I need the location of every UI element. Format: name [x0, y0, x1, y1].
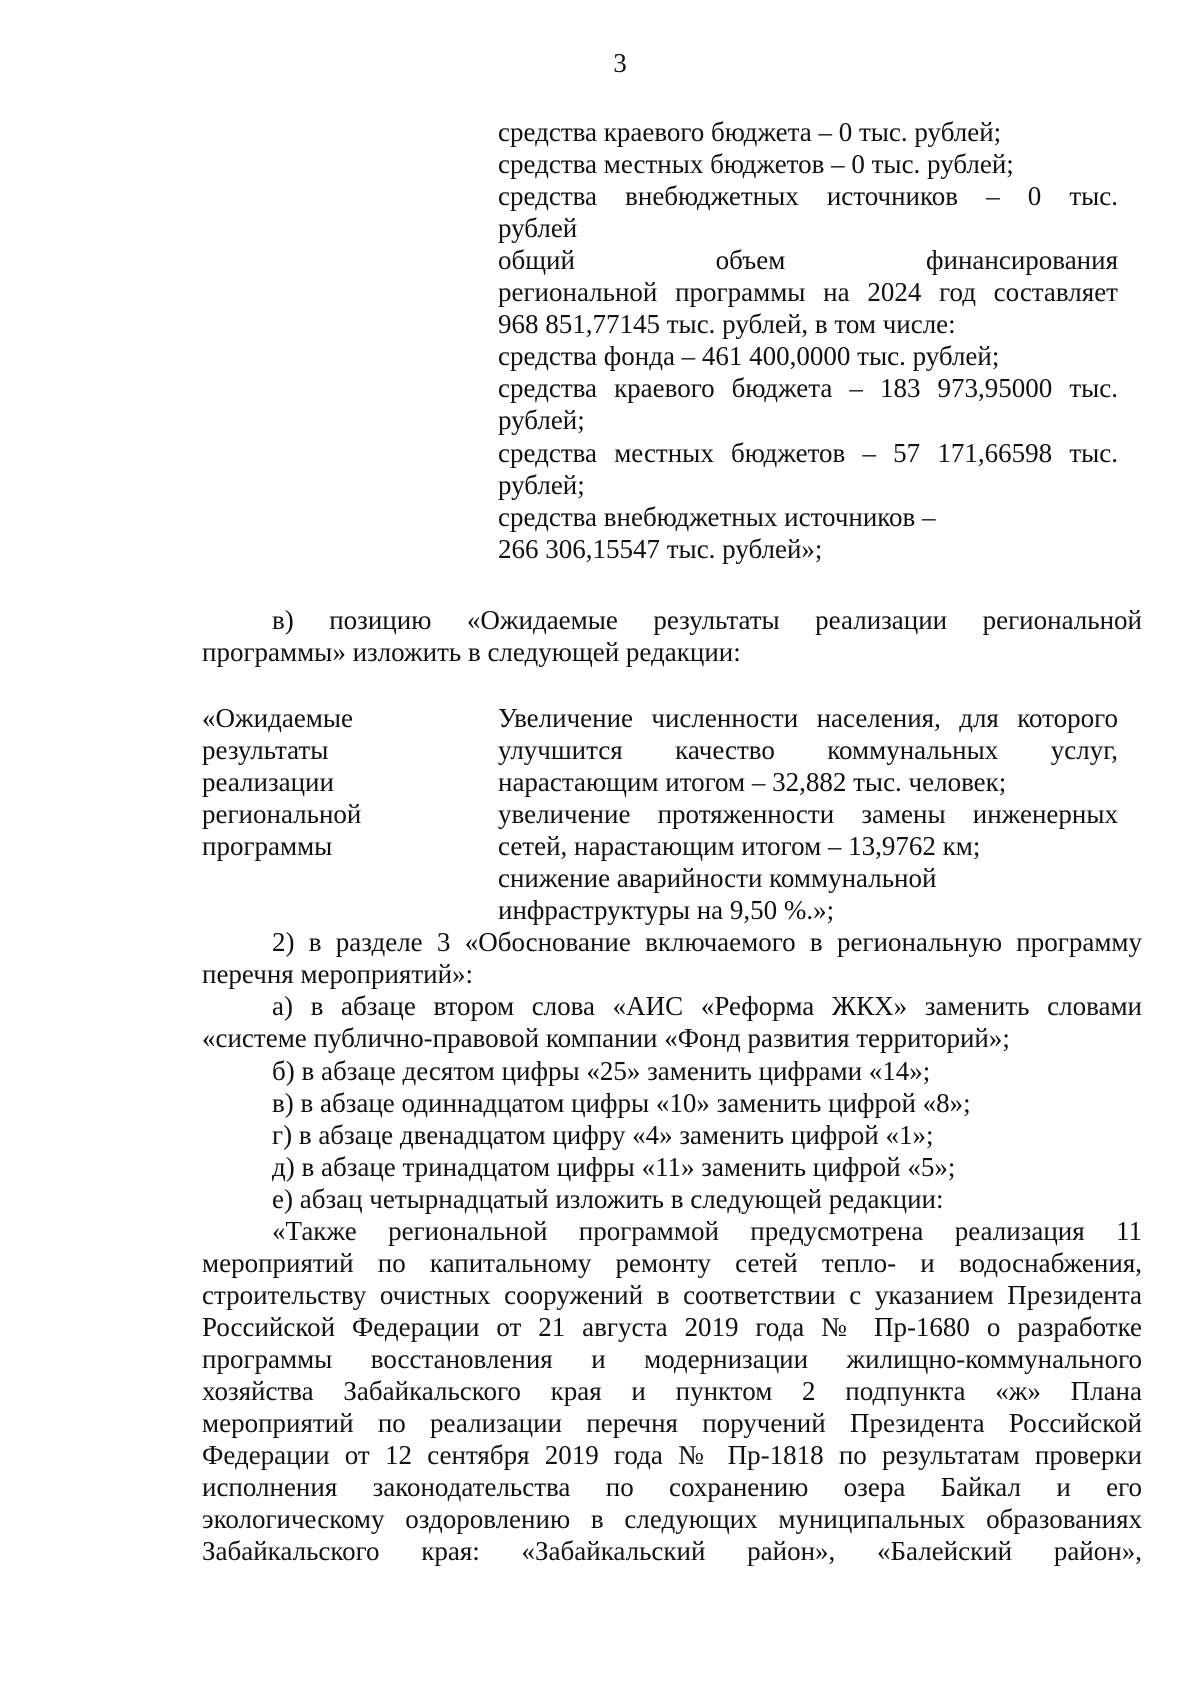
paragraph-line: а) в абзаце втором слова «АИС «Реформа ЖКХ» заменить словами [272, 991, 1142, 1021]
paragraph-line: г) в абзаце двенадцатом цифру «4» заменить цифрой «1»; [272, 1120, 934, 1150]
value-line: увеличение протяженности замены инженерных [498, 799, 1118, 829]
funding-line: рублей; [498, 405, 585, 435]
paragraph-line: «системе публично-правовой компании «Фонд развития территорий»; [202, 1023, 1010, 1053]
funding-line: средства внебюджетных источников – [498, 502, 936, 532]
paragraph-line: «Также региональной программой предусмотрена реализация 11 [272, 1216, 1142, 1246]
paragraph-line: Забайкальского края: «Забайкальский район», «Балейский район», [202, 1536, 1142, 1566]
paragraph-line: Российской Федерации от 21 августа 2019 года № Пр-1680 о разработке [202, 1312, 1142, 1342]
value-line: сетей, нарастающим итогом – 13,9762 км; [498, 831, 981, 861]
paragraph-line: Федерации от 12 сентября 2019 года № Пр-1818 по результатам проверки [202, 1440, 1142, 1470]
paragraph-line: д) в абзаце тринадцатом цифры «11» заменить цифрой «5»; [272, 1152, 956, 1182]
funding-line: рублей; [498, 470, 585, 500]
paragraph-line: программы» изложить в следующей редакции: [202, 637, 741, 667]
paragraph-line: в) в абзаце одиннадцатом цифры «10» заменить цифрой «8»; [272, 1088, 971, 1118]
funding-line: общий объем финансирования [498, 245, 1118, 275]
funding-line: средства местных бюджетов – 0 тыс. рублей; [498, 149, 1014, 179]
funding-line: 968 851,77145 тыс. рублей, в том числе: [498, 309, 956, 339]
funding-line: средства местных бюджетов – 57 171,66598 тыс. [498, 438, 1118, 468]
paragraph-line: перечня мероприятий»: [202, 959, 474, 989]
funding-line: средства краевого бюджета – 183 973,95000 тыс. [498, 373, 1118, 403]
paragraph-line: программы восстановления и модернизации жилищно-коммунального [202, 1344, 1142, 1374]
paragraph-line: б) в абзаце десятом цифры «25» заменить цифрами «14»; [272, 1056, 931, 1086]
value-line: снижение аварийности коммунальной [498, 863, 937, 893]
funding-line: средства краевого бюджета – 0 тыс. рублей; [498, 117, 1002, 147]
label-line: результаты [202, 735, 329, 765]
funding-line: средства внебюджетных источников – 0 тыс. [498, 181, 1118, 211]
paragraph-line: исполнения законодательства по сохранению озера Байкал и его [202, 1472, 1142, 1502]
funding-line: региональной программы на 2024 год составляет [498, 277, 1118, 307]
paragraph-line: мероприятий по реализации перечня поручений Президента Российской [202, 1408, 1142, 1438]
label-line: реализации [202, 767, 334, 797]
label-line: региональной [202, 799, 362, 829]
page-number: 3 [613, 48, 627, 78]
paragraph-line: в) позицию «Ожидаемые результаты реализации региональной [272, 605, 1142, 635]
paragraph-line: е) абзац четырнадцатый изложить в следующей редакции: [272, 1184, 944, 1214]
label-line: программы [202, 831, 333, 861]
value-line: нарастающим итогом – 32,882 тыс. человек; [498, 767, 1007, 797]
paragraph-line: 2) в разделе 3 «Обоснование включаемого в региональную программу [272, 927, 1142, 957]
funding-line: 266 306,15547 тыс. рублей»; [498, 534, 823, 564]
funding-line: средства фонда – 461 400,0000 тыс. рублей; [498, 341, 1000, 371]
paragraph-line: мероприятий по капитальному ремонту сетей тепло- и водоснабжения, [202, 1248, 1142, 1278]
funding-line: рублей [498, 213, 578, 243]
value-line: Увеличение численности населения, для которого [498, 703, 1118, 733]
value-line: улучшится качество коммунальных услуг, [498, 735, 1118, 765]
paragraph-line: строительству очистных сооружений в соответствии с указанием Президента [202, 1280, 1142, 1310]
value-line: инфраструктуры на 9,50 %.»; [498, 895, 835, 925]
paragraph-line: экологическому оздоровлению в следующих муниципальных образованиях [202, 1504, 1142, 1534]
label-line: «Ожидаемые [202, 703, 354, 733]
paragraph-line: хозяйства Забайкальского края и пунктом 2 подпункта «ж» Плана [202, 1376, 1142, 1406]
